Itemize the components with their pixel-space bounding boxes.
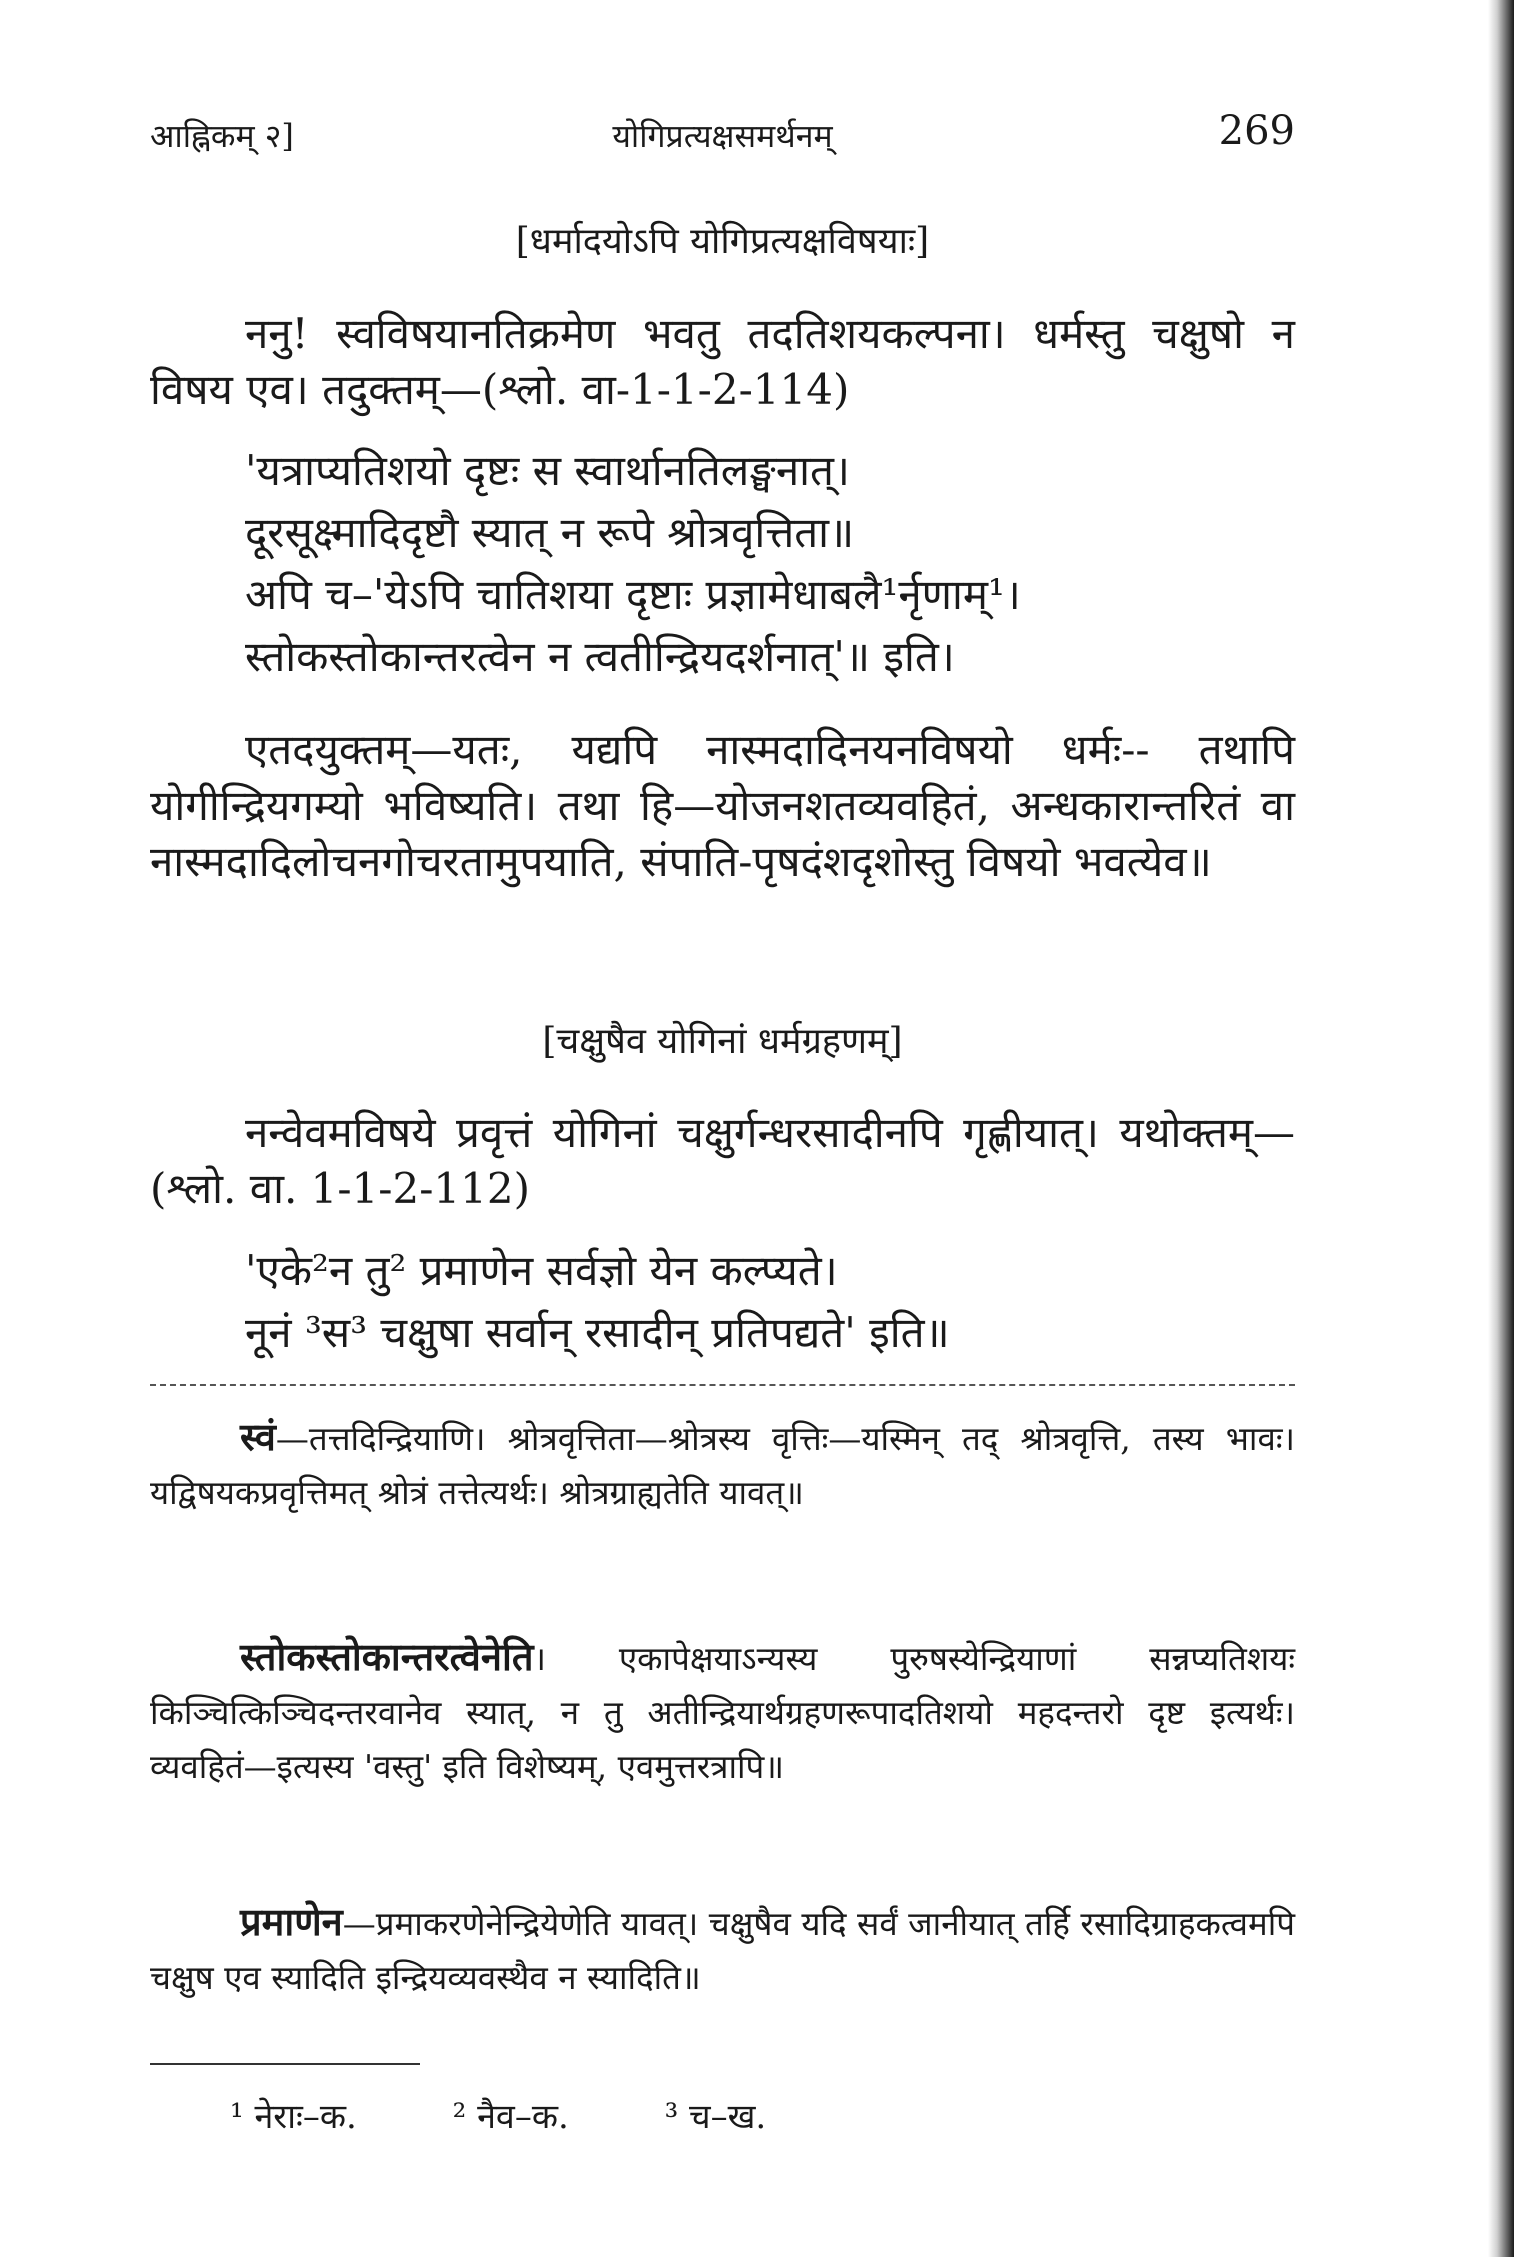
running-header	[150, 108, 1295, 158]
paragraph-text: नन्वेवमविषये प्रवृत्तं योगिनां चक्षुर्गन्धरसादीनपि गृह्णीयात्। यथोक्तम्—(श्लो. वा. 1-1-2-112)	[150, 1108, 1295, 1213]
footnotes	[230, 2092, 851, 2138]
paragraph-text: एतदयुक्तम्—यतः, यद्यपि नास्मदादिनयनविषयो धर्मः-- तथापि योगीन्द्रियगम्यो भविष्यति। तथा हि—योजनशतव्यवहितं, अन्धकारान्तरितं वा नास्मदादिलोचनगोचरतामुपयाति, संपाति-पृषदंशदृशोस्तु विषयो भवत्येव॥	[150, 725, 1295, 886]
verse-line: अपि च–'येऽपि चातिशया दृष्टाः प्रज्ञामेधाबलै¹र्नृणाम्¹।	[245, 570, 1021, 619]
commentary-lemma: स्तोकस्तोकान्तरत्वेनेति	[240, 1634, 534, 1679]
paragraph-1	[150, 306, 1295, 418]
paragraph-3	[150, 1105, 1295, 1217]
commentary-lemma: प्रमाणेन	[240, 1899, 343, 1944]
text-commentary-divider	[150, 1384, 1295, 1386]
page-edge-shadow	[1488, 0, 1514, 2257]
section-heading-1: [धर्मादयोऽपि योगिप्रत्यक्षविषयाः]	[515, 221, 930, 262]
verse-block-1	[245, 440, 1295, 688]
footnote-3: ³ च–ख.	[664, 2097, 767, 2137]
paragraph-2	[150, 722, 1295, 890]
commentary-lemma: स्वं	[240, 1414, 276, 1459]
commentary-text: । एकापेक्षयाऽन्यस्य पुरुषस्येन्द्रियाणां सन्नप्यतिशयः किञ्चित्किञ्चिदन्तरवानेव स्यात्, न तु अतीन्द्रियार्थग्रहणरूपादतिशयो महदन्तरो दृष्ट इत्यर्थः। व्यवहितं—इत्यस्य 'वस्तु' इति विशेष्यम्, एवमुत्तरत्रापि॥	[150, 1639, 1295, 1786]
verse-line: दूरसूक्ष्मादिदृष्टौ स्यात् न रूपे श्रोत्रवृत्तिता॥	[245, 508, 855, 557]
verse-line: नूनं ³स³ चक्षुषा सर्वान् रसादीन् प्रतिपद्यते' इति॥	[245, 1308, 950, 1357]
header-title: योगिप्रत्यक्षसमर्थनम्	[612, 117, 833, 155]
footnote-rule	[150, 2063, 420, 2065]
page-number: 269	[1218, 108, 1295, 154]
header-chapter: आह्निकम् २]	[150, 117, 294, 155]
commentary-text: —तत्तदिन्द्रियाणि। श्रोत्रवृत्तिता—श्रोत्रस्य वृत्तिः—यस्मिन् तद् श्रोत्रवृत्ति, तस्य भावः। यद्विषयकप्रवृत्तिमत् श्रोत्रं तत्तेत्यर्थः। श्रोत्रग्राह्यतेति यावत्॥	[150, 1419, 1295, 1512]
footnote-2: ² नैव–क.	[452, 2097, 569, 2137]
verse-line: स्तोकस्तोकान्तरत्वेन न त्वतीन्द्रियदर्शनात्'॥ इति।	[245, 632, 955, 681]
footnote-1: ¹ नेराः–क.	[230, 2097, 357, 2137]
commentary-1	[150, 1410, 1295, 1520]
verse-line: 'एके²न तु² प्रमाणेन सर्वज्ञो येन कल्प्यते।	[245, 1246, 838, 1295]
section-heading-2: [चक्षुषैव योगिनां धर्मग्रहणम्]	[542, 1021, 903, 1062]
commentary-text: —प्रमाकरणेनेन्द्रियेणेति यावत्। चक्षुषैव यदि सर्वं जानीयात् तर्हि रसादिग्राहकत्वमपि चक्षुष एव स्यादिति इन्द्रियव्यवस्थैव न स्यादिति॥	[150, 1904, 1295, 1997]
verse-block-2	[245, 1240, 1295, 1364]
commentary-3	[150, 1895, 1295, 2005]
commentary-2	[150, 1630, 1295, 1794]
verse-line: 'यत्राप्यतिशयो दृष्टः स स्वार्थानतिलङ्घनात्।	[245, 446, 850, 495]
paragraph-text: ननु! स्वविषयानतिक्रमेण भवतु तदतिशयकल्पना। धर्मस्तु चक्षुषो न विषय एव। तदुक्तम्—(श्लो. वा-1-1-2-114)	[150, 309, 1295, 414]
